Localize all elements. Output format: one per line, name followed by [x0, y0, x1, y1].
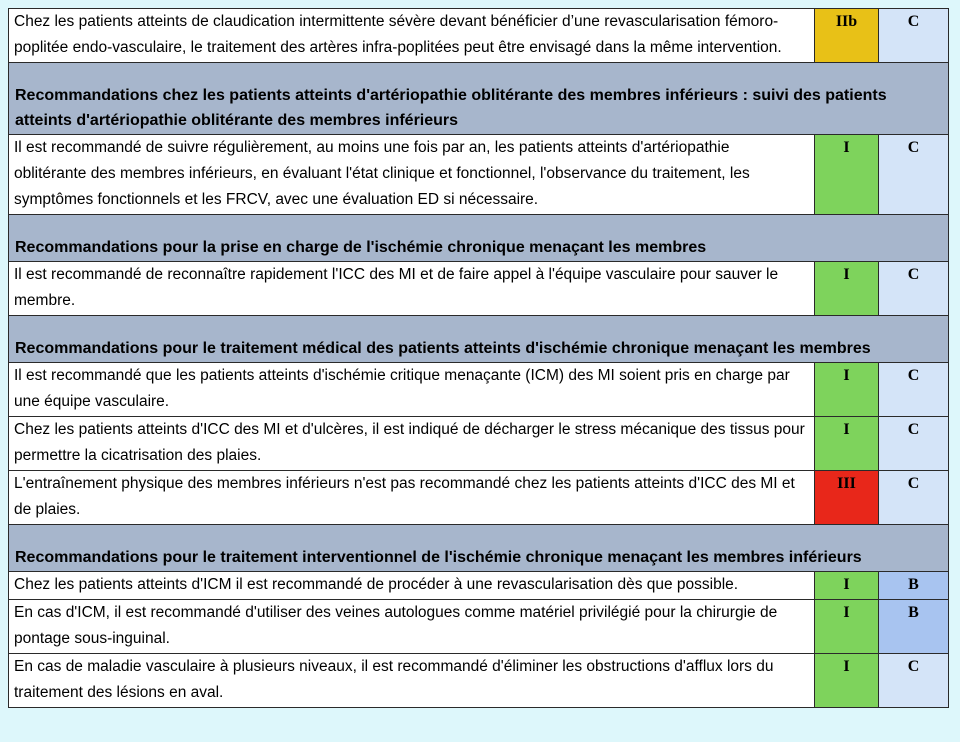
evidence-level: C: [879, 135, 949, 215]
recommendation-row: [9, 572, 949, 600]
recommendation-text: Chez les patients atteints d'ICC des MI et d'ulcères, il est indiqué de décharger le stress mécanique des tissus pour permettre la cicatrisation des plaies.: [9, 417, 815, 471]
section-header-title: Recommandations pour la prise en charge de l'ischémie chronique menaçant les membres: [9, 215, 949, 262]
recommendation-class: I: [815, 417, 879, 471]
recommendation-text: Chez les patients atteints de claudication intermittente sévère devant bénéficier d’une revascularisation fémoro-poplitée endo-vasculaire, le traitement des artères infra-poplitées peut être envisagé dans la même intervention.: [9, 9, 815, 63]
recommendation-class: IIb: [815, 9, 879, 63]
evidence-level: C: [879, 471, 949, 525]
evidence-level: C: [879, 262, 949, 316]
recommendation-text: Chez les patients atteints d'ICM il est recommandé de procéder à une revascularisation dès que possible.: [9, 572, 815, 600]
recommendation-row: [9, 135, 949, 215]
evidence-level: C: [879, 417, 949, 471]
recommendations-table: [8, 8, 949, 708]
recommendation-row: [9, 417, 949, 471]
recommendation-text: Il est recommandé de reconnaître rapidement l'ICC des MI et de faire appel à l'équipe vasculaire pour sauver le membre.: [9, 262, 815, 316]
section-header-row: [9, 525, 949, 572]
recommendation-text: En cas d'ICM, il est recommandé d'utiliser des veines autologues comme matériel privilégié pour la chirurgie de pontage sous-inguinal.: [9, 600, 815, 654]
section-header-row: [9, 63, 949, 135]
recommendation-row: [9, 654, 949, 708]
recommendation-class: I: [815, 654, 879, 708]
recommendation-class: III: [815, 471, 879, 525]
section-header-row: [9, 215, 949, 262]
recommendation-class: I: [815, 363, 879, 417]
evidence-level: C: [879, 654, 949, 708]
recommendation-row: [9, 471, 949, 525]
recommendation-row: [9, 363, 949, 417]
section-header-title: Recommandations chez les patients atteints d'artériopathie oblitérante des membres inférieurs : suivi des patients atteints d'artériopathie oblitérante des membres inférieurs: [9, 63, 949, 135]
recommendations-table-body: [9, 9, 949, 708]
section-header-title: Recommandations pour le traitement médical des patients atteints d'ischémie chronique menaçant les membres: [9, 316, 949, 363]
recommendation-row: [9, 262, 949, 316]
recommendation-class: I: [815, 135, 879, 215]
evidence-level: B: [879, 600, 949, 654]
recommendations-table-container: [8, 8, 948, 708]
recommendation-class: I: [815, 262, 879, 316]
evidence-level: C: [879, 363, 949, 417]
recommendation-row: [9, 600, 949, 654]
recommendation-class: I: [815, 572, 879, 600]
recommendation-text: L'entraînement physique des membres inférieurs n'est pas recommandé chez les patients atteints d'ICC des MI et de plaies.: [9, 471, 815, 525]
evidence-level: C: [879, 9, 949, 63]
section-header-title: Recommandations pour le traitement interventionnel de l'ischémie chronique menaçant les membres inférieurs: [9, 525, 949, 572]
recommendation-text: Il est recommandé que les patients atteints d'ischémie critique menaçante (ICM) des MI soient pris en charge par une équipe vasculaire.: [9, 363, 815, 417]
section-header-row: [9, 316, 949, 363]
recommendation-text: En cas de maladie vasculaire à plusieurs niveaux, il est recommandé d'éliminer les obstructions d'afflux lors du traitement des lésions en aval.: [9, 654, 815, 708]
recommendation-class: I: [815, 600, 879, 654]
recommendation-row: [9, 9, 949, 63]
recommendation-text: Il est recommandé de suivre régulièrement, au moins une fois par an, les patients atteints d'artériopathie oblitérante des membres inférieurs, en évaluant l'état clinique et fonctionnel, l'observance du traitement, les symptômes fonctionnels et les FRCV, avec une évaluation ED si nécessaire.: [9, 135, 815, 215]
evidence-level: B: [879, 572, 949, 600]
